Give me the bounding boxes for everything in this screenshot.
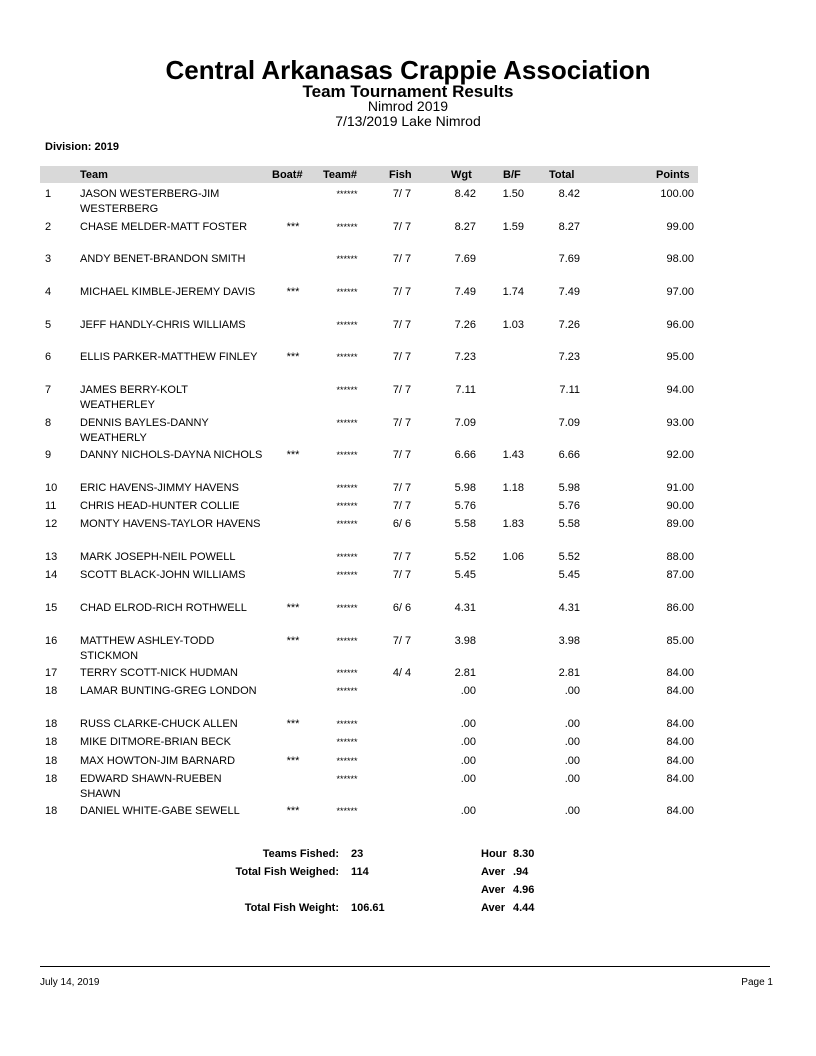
team-name-cell: MIKE DITMORE-BRIAN BECK <box>80 736 231 748</box>
rank-cell: 9 <box>45 449 52 461</box>
team-name-cell: JASON WESTERBERG-JIM WESTERBERG <box>80 188 220 215</box>
team-name-cell: MATTHEW ASHLEY-TODD STICKMON <box>80 635 215 662</box>
fish-count-cell: 7/ 7 <box>392 635 412 647</box>
points-cell: 93.00 <box>666 417 694 429</box>
team-name-cell: RUSS CLARKE-CHUCK ALLEN <box>80 718 238 730</box>
footer-date: July 14, 2019 <box>40 977 100 988</box>
fish-count-cell: 7/ 7 <box>392 351 412 363</box>
rank-cell: 8 <box>45 417 52 429</box>
big-fish-cell: 1.59 <box>502 221 524 233</box>
team-number-cell: ****** <box>336 501 358 511</box>
team-name-cell: MONTY HAVENS-TAYLOR HAVENS <box>80 518 261 530</box>
hour-value: 8.30 <box>513 848 535 860</box>
team-number-cell: ****** <box>336 483 358 493</box>
fish-count-cell: 7/ 7 <box>392 500 412 512</box>
rank-cell: 18 <box>45 755 58 767</box>
team-number-cell: ****** <box>336 352 358 362</box>
team-number-cell: ****** <box>336 222 358 232</box>
weight-cell: 8.42 <box>454 188 476 200</box>
weight-cell: 5.76 <box>454 500 476 512</box>
weight-cell: .00 <box>460 805 476 817</box>
weight-cell: 8.27 <box>454 221 476 233</box>
points-cell: 90.00 <box>666 500 694 512</box>
total-cell: 4.31 <box>558 602 580 614</box>
boat-number-cell: *** <box>286 635 300 647</box>
rank-cell: 18 <box>45 736 58 748</box>
points-cell: 86.00 <box>666 602 694 614</box>
average-label: Aver <box>481 902 506 914</box>
total-cell: .00 <box>564 736 580 748</box>
total-cell: 6.66 <box>558 449 580 461</box>
teams-fished-value: 23 <box>351 848 364 860</box>
team-name-cell: EDWARD SHAWN-RUEBEN SHAWN <box>80 773 222 800</box>
weight-cell: .00 <box>460 755 476 767</box>
points-cell: 100.00 <box>660 188 694 200</box>
points-cell: 94.00 <box>666 384 694 396</box>
rank-cell: 12 <box>45 518 58 530</box>
column-header-points: Points <box>656 169 690 181</box>
team-name-cell: TERRY SCOTT-NICK HUDMAN <box>80 667 238 679</box>
boat-number-cell: *** <box>286 351 300 363</box>
team-number-cell: ****** <box>336 418 358 428</box>
total-cell: 5.98 <box>558 482 580 494</box>
fish-count-cell: 7/ 7 <box>392 417 412 429</box>
total-cell: 8.27 <box>558 221 580 233</box>
footer-divider <box>40 966 770 967</box>
points-cell: 84.00 <box>666 805 694 817</box>
column-header-big-fish: B/F <box>503 169 521 181</box>
points-cell: 84.00 <box>666 773 694 785</box>
table-header <box>40 166 698 183</box>
team-name-cell: DANIEL WHITE-GABE SEWELL <box>80 805 240 817</box>
team-number-cell: ****** <box>336 603 358 613</box>
team-number-cell: ****** <box>336 552 358 562</box>
total-cell: 5.52 <box>558 551 580 563</box>
total-cell: 5.45 <box>558 569 580 581</box>
team-number-cell: ****** <box>336 636 358 646</box>
fish-count-cell: 7/ 7 <box>392 384 412 396</box>
weight-cell: .00 <box>460 685 476 697</box>
fish-count-cell: 7/ 7 <box>392 286 412 298</box>
weight-cell: 3.98 <box>454 635 476 647</box>
footer-page-number: Page 1 <box>741 977 773 988</box>
weight-cell: .00 <box>460 773 476 785</box>
column-header-fish: Fish <box>389 169 412 181</box>
weight-cell: 2.81 <box>454 667 476 679</box>
weight-cell: 7.49 <box>454 286 476 298</box>
team-name-cell: JEFF HANDLY-CHRIS WILLIAMS <box>80 319 246 331</box>
total-cell: 3.98 <box>558 635 580 647</box>
total-cell: .00 <box>564 718 580 730</box>
fish-count-cell: 7/ 7 <box>392 319 412 331</box>
points-cell: 97.00 <box>666 286 694 298</box>
column-header-weight: Wgt <box>451 169 472 181</box>
team-number-cell: ****** <box>336 450 358 460</box>
points-cell: 84.00 <box>666 718 694 730</box>
total-cell: .00 <box>564 805 580 817</box>
rank-cell: 7 <box>45 384 52 396</box>
team-name-cell: SCOTT BLACK-JOHN WILLIAMS <box>80 569 246 581</box>
points-cell: 95.00 <box>666 351 694 363</box>
points-cell: 84.00 <box>666 667 694 679</box>
boat-number-cell: *** <box>286 221 300 233</box>
team-number-cell: ****** <box>336 189 358 199</box>
rank-cell: 18 <box>45 805 58 817</box>
team-name-cell: CHRIS HEAD-HUNTER COLLIE <box>80 500 240 512</box>
rank-cell: 15 <box>45 602 58 614</box>
average-value: 4.44 <box>513 902 535 914</box>
weight-cell: 7.26 <box>454 319 476 331</box>
team-number-cell: ****** <box>336 737 358 747</box>
fish-count-cell: 6/ 6 <box>392 518 412 530</box>
rank-cell: 18 <box>45 773 58 785</box>
boat-number-cell: *** <box>286 805 300 817</box>
fish-count-cell: 6/ 6 <box>392 602 412 614</box>
rank-cell: 1 <box>45 188 52 200</box>
big-fish-cell: 1.83 <box>502 518 524 530</box>
weight-cell: .00 <box>460 736 476 748</box>
total-cell: 5.58 <box>558 518 580 530</box>
weight-cell: 4.31 <box>454 602 476 614</box>
rank-cell: 3 <box>45 253 52 265</box>
total-cell: 7.11 <box>559 384 580 396</box>
column-header-team: Team <box>80 169 108 181</box>
team-number-cell: ****** <box>336 719 358 729</box>
average-label: Aver <box>481 884 506 896</box>
team-name-cell: CHASE MELDER-MATT FOSTER <box>80 221 248 233</box>
team-number-cell: ****** <box>336 774 358 784</box>
fish-count-cell: 7/ 7 <box>392 551 412 563</box>
team-name-cell: ANDY BENET-BRANDON SMITH <box>80 253 246 265</box>
rank-cell: 13 <box>45 551 58 563</box>
weight-cell: 7.23 <box>454 351 476 363</box>
total-fish-weighed-value: 114 <box>351 866 369 878</box>
total-cell: .00 <box>564 773 580 785</box>
boat-number-cell: *** <box>286 449 300 461</box>
team-number-cell: ****** <box>336 570 358 580</box>
team-number-cell: ****** <box>336 320 358 330</box>
team-name-cell: DENNIS BAYLES-DANNY WEATHERLY <box>80 417 209 444</box>
hour-label: Hour <box>481 848 507 860</box>
column-header-team-number: Team# <box>323 169 358 181</box>
team-number-cell: ****** <box>336 756 358 766</box>
rank-cell: 11 <box>45 500 57 512</box>
rank-cell: 5 <box>45 319 52 331</box>
total-cell: 8.42 <box>558 188 580 200</box>
team-number-cell: ****** <box>336 385 358 395</box>
fish-count-cell: 7/ 7 <box>392 449 412 461</box>
total-fish-weight-label: Total Fish Weight: <box>244 902 339 914</box>
big-fish-cell: 1.03 <box>502 319 524 331</box>
big-fish-cell: 1.43 <box>502 449 524 461</box>
fish-count-cell: 7/ 7 <box>392 569 412 581</box>
points-cell: 87.00 <box>666 569 694 581</box>
fish-count-cell: 7/ 7 <box>392 253 412 265</box>
total-cell: 7.26 <box>558 319 580 331</box>
total-cell: 7.23 <box>558 351 580 363</box>
rank-cell: 6 <box>45 351 52 363</box>
big-fish-cell: 1.50 <box>502 188 524 200</box>
weight-cell: 5.98 <box>454 482 476 494</box>
weight-cell: 6.66 <box>454 449 476 461</box>
report-title: Central Arkanasas Crappie Association <box>165 55 651 85</box>
boat-number-cell: *** <box>286 718 300 730</box>
team-number-cell: ****** <box>336 686 358 696</box>
points-cell: 85.00 <box>666 635 694 647</box>
weight-cell: 7.09 <box>454 417 476 429</box>
fish-count-cell: 7/ 7 <box>392 482 412 494</box>
division-label: Division: 2019 <box>45 141 119 153</box>
rank-cell: 18 <box>45 685 58 697</box>
fish-count-cell: 7/ 7 <box>392 188 412 200</box>
points-cell: 92.00 <box>666 449 694 461</box>
weight-cell: 5.45 <box>454 569 476 581</box>
weight-cell: 5.58 <box>454 518 476 530</box>
rank-cell: 10 <box>45 482 58 494</box>
boat-number-cell: *** <box>286 755 300 767</box>
report-subtitle: Team Tournament Results <box>302 82 514 101</box>
team-number-cell: ****** <box>336 519 358 529</box>
total-cell: .00 <box>564 685 580 697</box>
team-name-cell: CHAD ELROD-RICH ROTHWELL <box>80 602 247 614</box>
rank-cell: 16 <box>45 635 58 647</box>
points-cell: 99.00 <box>666 221 694 233</box>
team-number-cell: ****** <box>336 287 358 297</box>
points-cell: 96.00 <box>666 319 694 331</box>
rank-cell: 2 <box>45 221 52 233</box>
boat-number-cell: *** <box>286 286 300 298</box>
points-cell: 84.00 <box>666 755 694 767</box>
total-cell: 5.76 <box>558 500 580 512</box>
team-name-cell: MARK JOSEPH-NEIL POWELL <box>80 551 236 563</box>
average-value: 4.96 <box>513 884 535 896</box>
column-header-boat: Boat# <box>272 169 303 181</box>
team-name-cell: MICHAEL KIMBLE-JEREMY DAVIS <box>80 286 256 298</box>
total-cell: 7.09 <box>558 417 580 429</box>
team-number-cell: ****** <box>336 254 358 264</box>
fish-count-cell: 4/ 4 <box>392 667 412 679</box>
event-date-location: 7/13/2019 Lake Nimrod <box>335 113 481 129</box>
boat-number-cell: *** <box>286 602 300 614</box>
team-number-cell: ****** <box>336 806 358 816</box>
points-cell: 91.00 <box>666 482 694 494</box>
weight-cell: 5.52 <box>454 551 476 563</box>
points-cell: 98.00 <box>666 253 694 265</box>
weight-cell: 7.69 <box>454 253 476 265</box>
rank-cell: 4 <box>45 286 52 298</box>
total-fish-weight-value: 106.61 <box>351 902 385 914</box>
weight-cell: 7.11 <box>455 384 476 396</box>
average-value: .94 <box>513 866 529 878</box>
team-number-cell: ****** <box>336 668 358 678</box>
points-cell: 84.00 <box>666 685 694 697</box>
big-fish-cell: 1.06 <box>502 551 524 563</box>
team-name-cell: ERIC HAVENS-JIMMY HAVENS <box>80 482 239 494</box>
event-name: Nimrod 2019 <box>367 98 449 114</box>
teams-fished-label: Teams Fished: <box>262 848 339 860</box>
total-cell: .00 <box>564 755 580 767</box>
total-fish-weighed-label: Total Fish Weighed: <box>235 866 339 878</box>
points-cell: 89.00 <box>666 518 694 530</box>
team-name-cell: JAMES BERRY-KOLT WEATHERLEY <box>80 384 188 411</box>
total-cell: 7.69 <box>558 253 580 265</box>
average-label: Aver <box>481 866 506 878</box>
total-cell: 2.81 <box>558 667 580 679</box>
big-fish-cell: 1.18 <box>502 482 524 494</box>
column-header-total: Total <box>549 169 575 181</box>
points-cell: 88.00 <box>666 551 694 563</box>
team-name-cell: LAMAR BUNTING-GREG LONDON <box>80 685 257 697</box>
team-name-cell: DANNY NICHOLS-DAYNA NICHOLS <box>80 449 263 461</box>
rank-cell: 14 <box>45 569 58 581</box>
rank-cell: 18 <box>45 718 58 730</box>
team-name-cell: MAX HOWTON-JIM BARNARD <box>80 755 236 767</box>
total-cell: 7.49 <box>558 286 580 298</box>
fish-count-cell: 7/ 7 <box>392 221 412 233</box>
team-name-cell: ELLIS PARKER-MATTHEW FINLEY <box>80 351 258 363</box>
rank-cell: 17 <box>45 667 58 679</box>
points-cell: 84.00 <box>666 736 694 748</box>
big-fish-cell: 1.74 <box>502 286 524 298</box>
weight-cell: .00 <box>460 718 476 730</box>
